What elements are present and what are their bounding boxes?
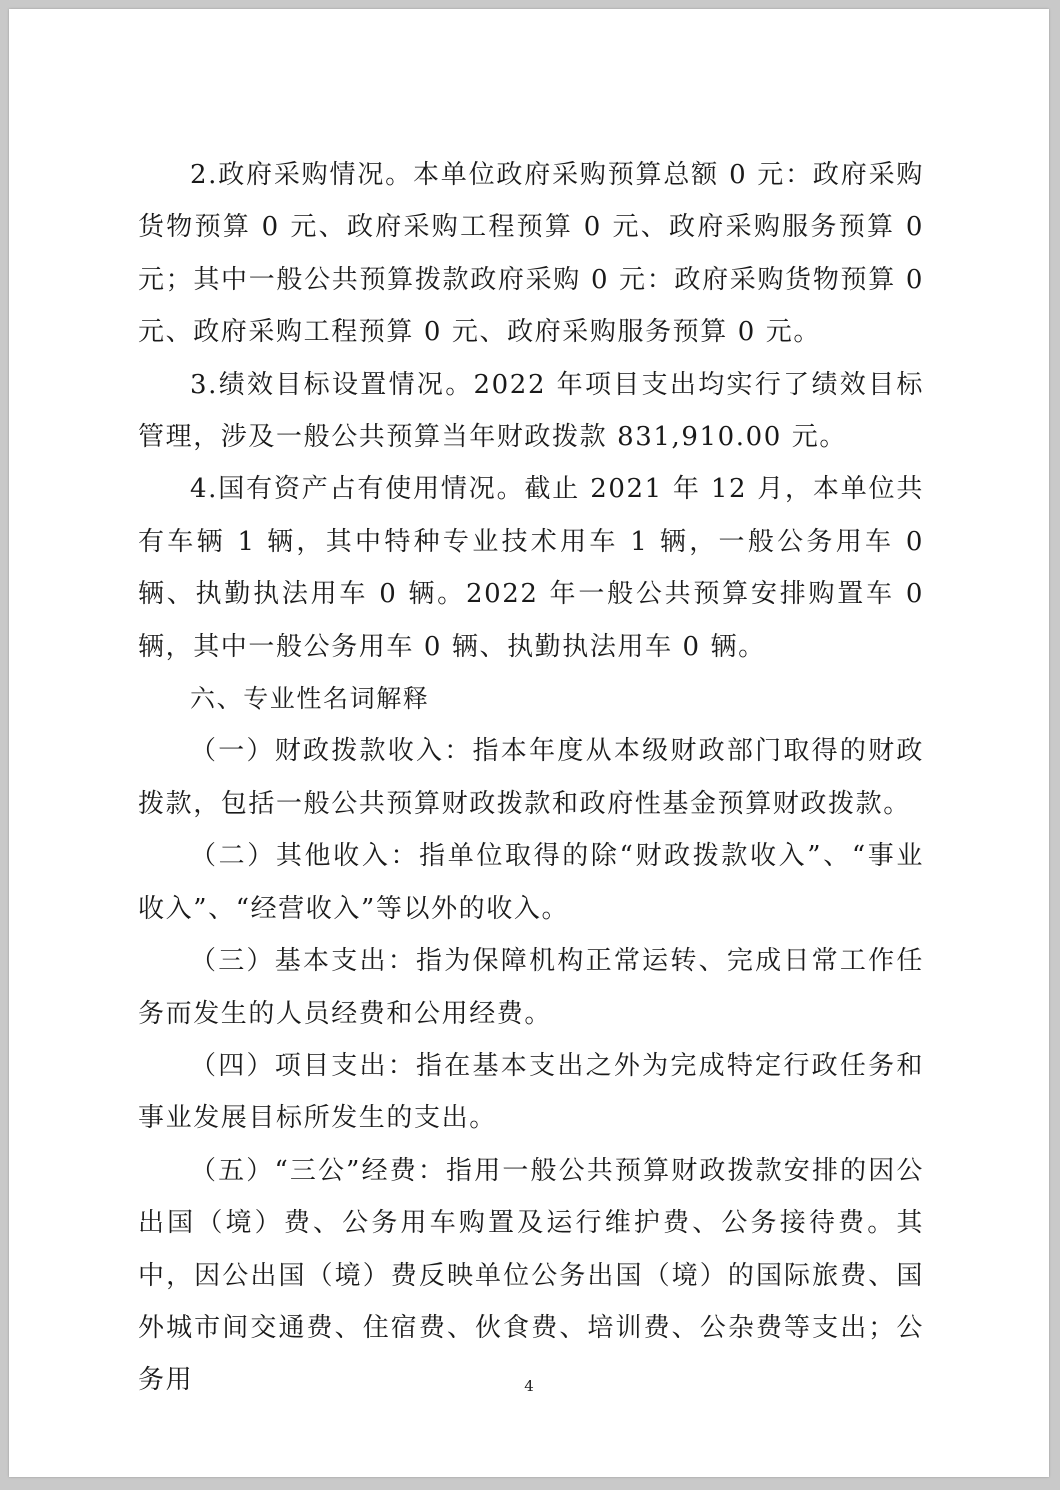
definition-other-income: （二）其他收入：指单位取得的除“财政拨款收入”、“事业收入”、“经营收入”等以外的收入。	[138, 841, 924, 924]
section-heading: 六、专业性名词解释	[190, 684, 430, 714]
definition-three-public-expenses: （五）“三公”经费：指用一般公共预算财政拨款安排的因公出国（境）费、公务用车购置及运行维护费、公务接待费。其中，因公出国（境）费反映单位公务出国（境）的国际旅费、国外城市间交通费、住宿费、伙食费、培训费、公杂费等支出；公务用	[138, 1155, 924, 1396]
paragraph-performance-targets: 3.绩效目标设置情况。2022 年项目支出均实行了绩效目标管理，涉及一般公共预算当年财政拨款 831,910.00 元。	[138, 369, 924, 453]
definition-fiscal-appropriation-income: （一）财政拨款收入：指本年度从本级财政部门取得的财政拨款，包括一般公共预算财政拨款和政府性基金预算财政拨款。	[138, 736, 924, 819]
paragraph-state-assets: 4.国有资产占有使用情况。截止 2021 年 12 月，本单位共有车辆 1 辆，其中特种专业技术用车 1 辆，一般公务用车 0 辆、执勤执法用车 0 辆。2022 年一般公共预算安排购置车 0 辆，其中一般公务用车 0 辆、执勤执法用车 0 辆。	[138, 474, 924, 662]
document-page	[9, 9, 1049, 1477]
page-number: 4	[524, 1377, 534, 1395]
paragraph-government-procurement: 2.政府采购情况。本单位政府采购预算总额 0 元：政府采购货物预算 0 元、政府采购工程预算 0 元、政府采购服务预算 0 元；其中一般公共预算拨款政府采购 0 元：政府采购货物预算 0 元、政府采购工程预算 0 元、政府采购服务预算 0 元。	[138, 160, 924, 348]
definition-project-expenditure: （四）项目支出：指在基本支出之外为完成特定行政任务和事业发展目标所发生的支出。	[138, 1050, 924, 1134]
page-content	[138, 149, 924, 1407]
definition-basic-expenditure: （三）基本支出：指为保障机构正常运转、完成日常工作任务而发生的人员经费和公用经费。	[138, 946, 924, 1029]
